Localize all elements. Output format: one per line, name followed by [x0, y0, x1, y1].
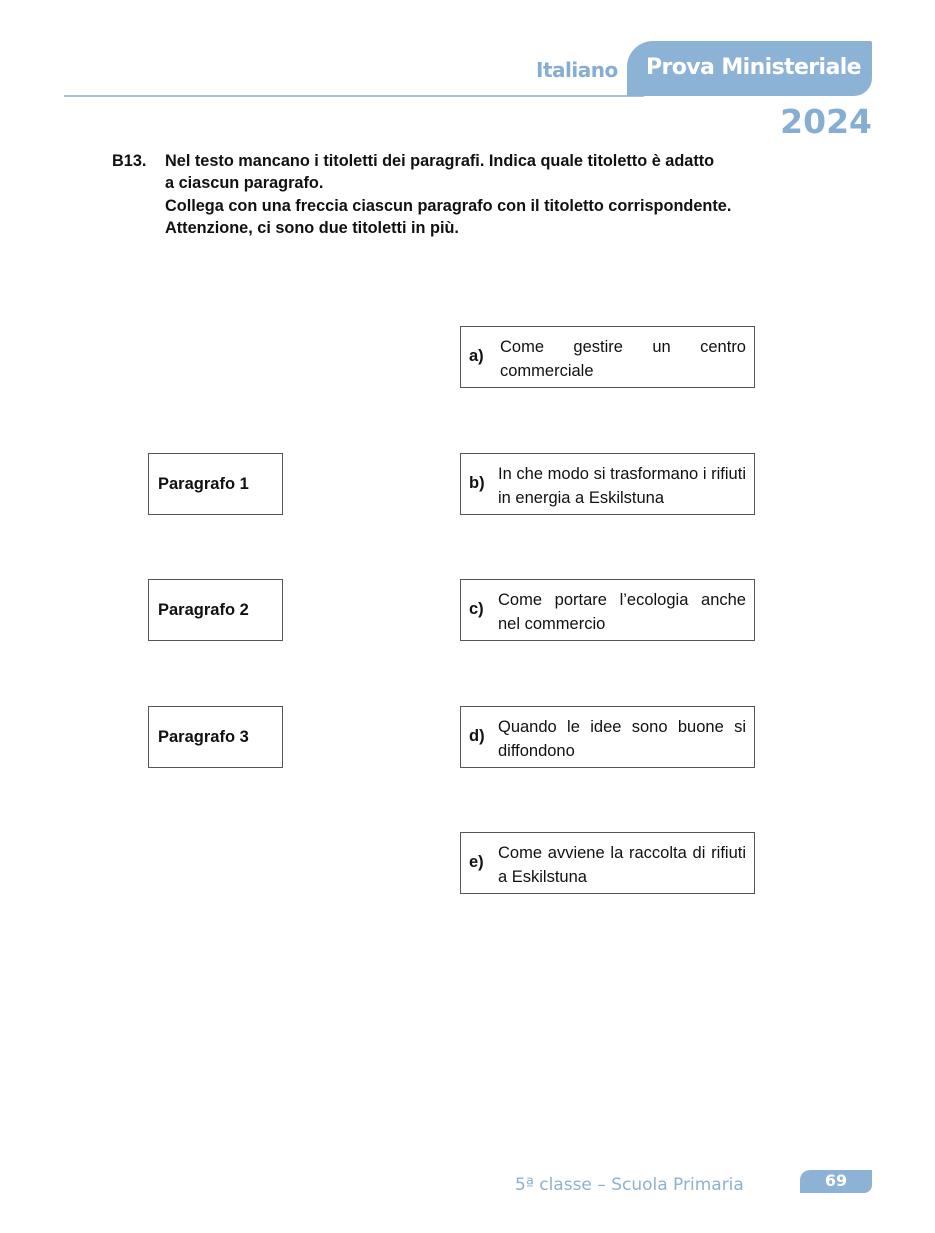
option-text: Quando le idee sono buone si diffondono [498, 718, 746, 760]
paragraph-box-1[interactable] [148, 453, 283, 515]
option-label: a) [469, 347, 484, 365]
header-tab [627, 41, 872, 96]
option-box-d[interactable] [460, 706, 755, 768]
option-text: Come portare l’ecologia anche nel commercio [498, 591, 746, 633]
option-label: e) [469, 853, 484, 871]
option-label: b) [469, 474, 485, 492]
option-box-c[interactable] [460, 579, 755, 641]
question-line: Nel testo mancano i titoletti dei paragrafi. Indica quale titoletto è adatto [165, 152, 715, 170]
paragraph-label: Paragrafo 1 [158, 475, 249, 493]
question-line: a ciascun paragrafo. [165, 174, 324, 193]
page-number: 69 [824, 1171, 848, 1190]
question-number: B13. [112, 152, 147, 170]
header-year: 2024 [780, 102, 872, 141]
option-text: Come avviene la raccolta di rifiuti a Eskilstuna [498, 844, 746, 886]
subject-label: Italiano [536, 58, 618, 82]
option-box-e[interactable] [460, 832, 755, 894]
paragraph-box-2[interactable] [148, 579, 283, 641]
page-number-tab [800, 1170, 872, 1193]
question-line: Attenzione, ci sono due titoletti in più. [165, 218, 459, 237]
option-text: Come gestire un centro commerciale [500, 338, 746, 380]
paragraph-box-3[interactable] [148, 706, 283, 768]
paragraph-label: Paragrafo 2 [158, 601, 249, 619]
option-label: d) [469, 727, 485, 745]
footer-class-label: 5ª classe – Scuola Primaria [515, 1175, 744, 1195]
option-text: In che modo si trasformano i rifiuti in energia a Eskilstuna [498, 465, 746, 507]
question-line: Collega con una freccia ciascun paragrafo con il titoletto corrispondente. [165, 196, 732, 215]
option-box-b[interactable] [460, 453, 755, 515]
option-label: c) [469, 600, 484, 618]
paragraph-label: Paragrafo 3 [158, 728, 249, 746]
question-text [165, 150, 835, 239]
header-rule [64, 95, 644, 97]
header-tab-title: Prova Ministeriale [646, 55, 862, 80]
option-box-a[interactable] [460, 326, 755, 388]
